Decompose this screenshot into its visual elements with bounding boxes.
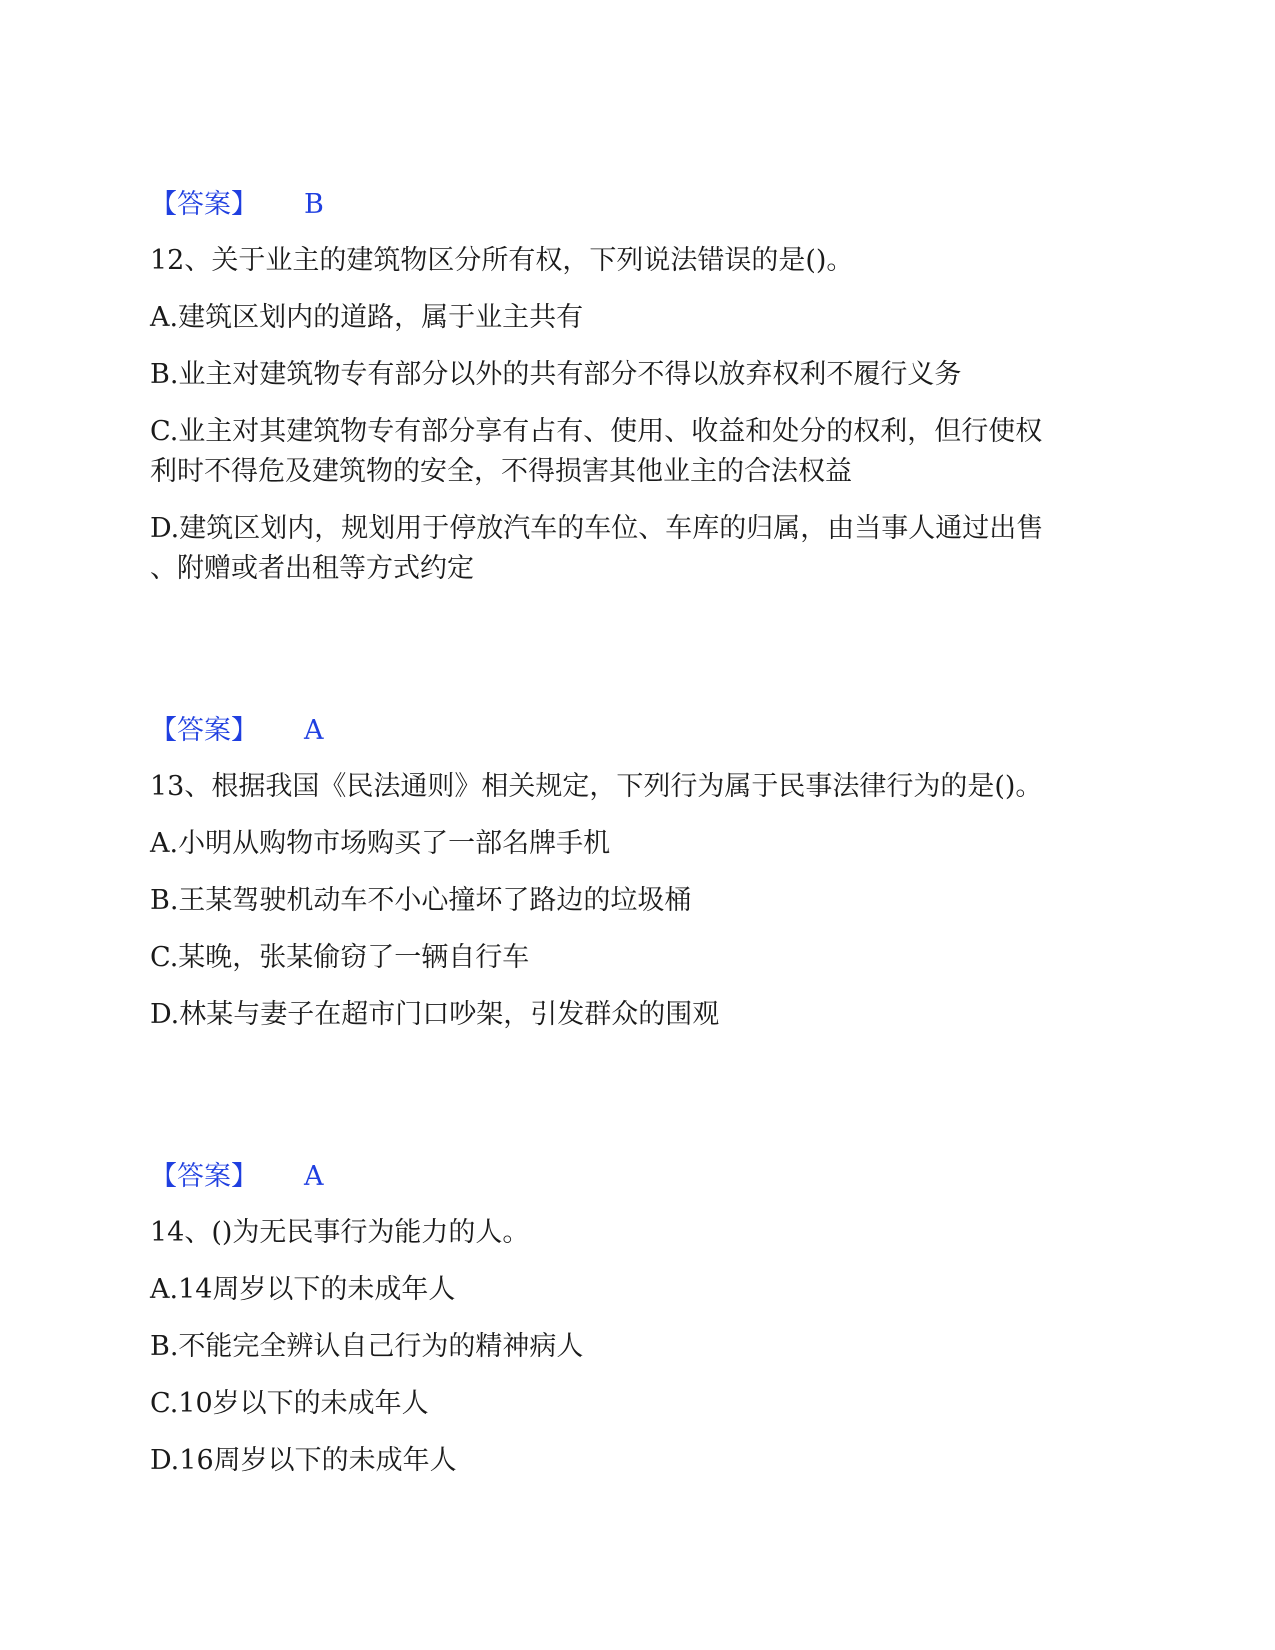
option-b: B.王某驾驶机动车不小心撞坏了路边的垃圾桶 [150, 885, 692, 916]
question-text: 13、根据我国《民法通则》相关规定，下列行为属于民事法律行为的是()。 [150, 771, 1043, 802]
answer-label: 【答案】 [150, 1161, 258, 1192]
option-a: A.小明从购物市场购买了一部名牌手机 [150, 828, 611, 859]
question-text: 12、关于业主的建筑物区分所有权，下列说法错误的是()。 [150, 245, 854, 276]
option-c: C.10岁以下的未成年人 [150, 1388, 429, 1419]
answer-value: A [304, 1161, 324, 1192]
option-d-line-2: 、附赠或者出租等方式约定 [150, 553, 474, 584]
option-b: B.业主对建筑物专有部分以外的共有部分不得以放弃权利不履行义务 [150, 359, 962, 390]
answer-label: 【答案】 [150, 715, 258, 746]
option-d-line-1: D.建筑区划内，规划用于停放汽车的车位、车库的归属，由当事人通过出售 [150, 513, 1044, 544]
answer-line [150, 1159, 1130, 1195]
question-text: 14、()为无民事行为能力的人。 [150, 1217, 530, 1248]
option-a: A.14周岁以下的未成年人 [150, 1274, 456, 1305]
option-a: A.建筑区划内的道路，属于业主共有 [150, 302, 584, 333]
answer-value: A [304, 715, 324, 746]
option-c-line-1: C.业主对其建筑物专有部分享有占有、使用、收益和处分的权利，但行使权 [150, 416, 1043, 447]
answer-label: 【答案】 [150, 189, 258, 220]
answer-value: B [304, 189, 324, 220]
answer-line [150, 713, 1130, 749]
question-block-13 [150, 713, 1130, 1035]
option-d: D.16周岁以下的未成年人 [150, 1445, 457, 1476]
option-c-line-2: 利时不得危及建筑物的安全，不得损害其他业主的合法权益 [150, 456, 852, 487]
option-c: C.某晚，张某偷窃了一辆自行车 [150, 942, 530, 973]
question-block-12 [150, 187, 1130, 589]
option-b: B.不能完全辨认自己行为的精神病人 [150, 1331, 584, 1362]
option-d: D.林某与妻子在超市门口吵架，引发群众的围观 [150, 999, 720, 1030]
answer-line [150, 187, 1130, 223]
question-block-14 [150, 1159, 1130, 1481]
